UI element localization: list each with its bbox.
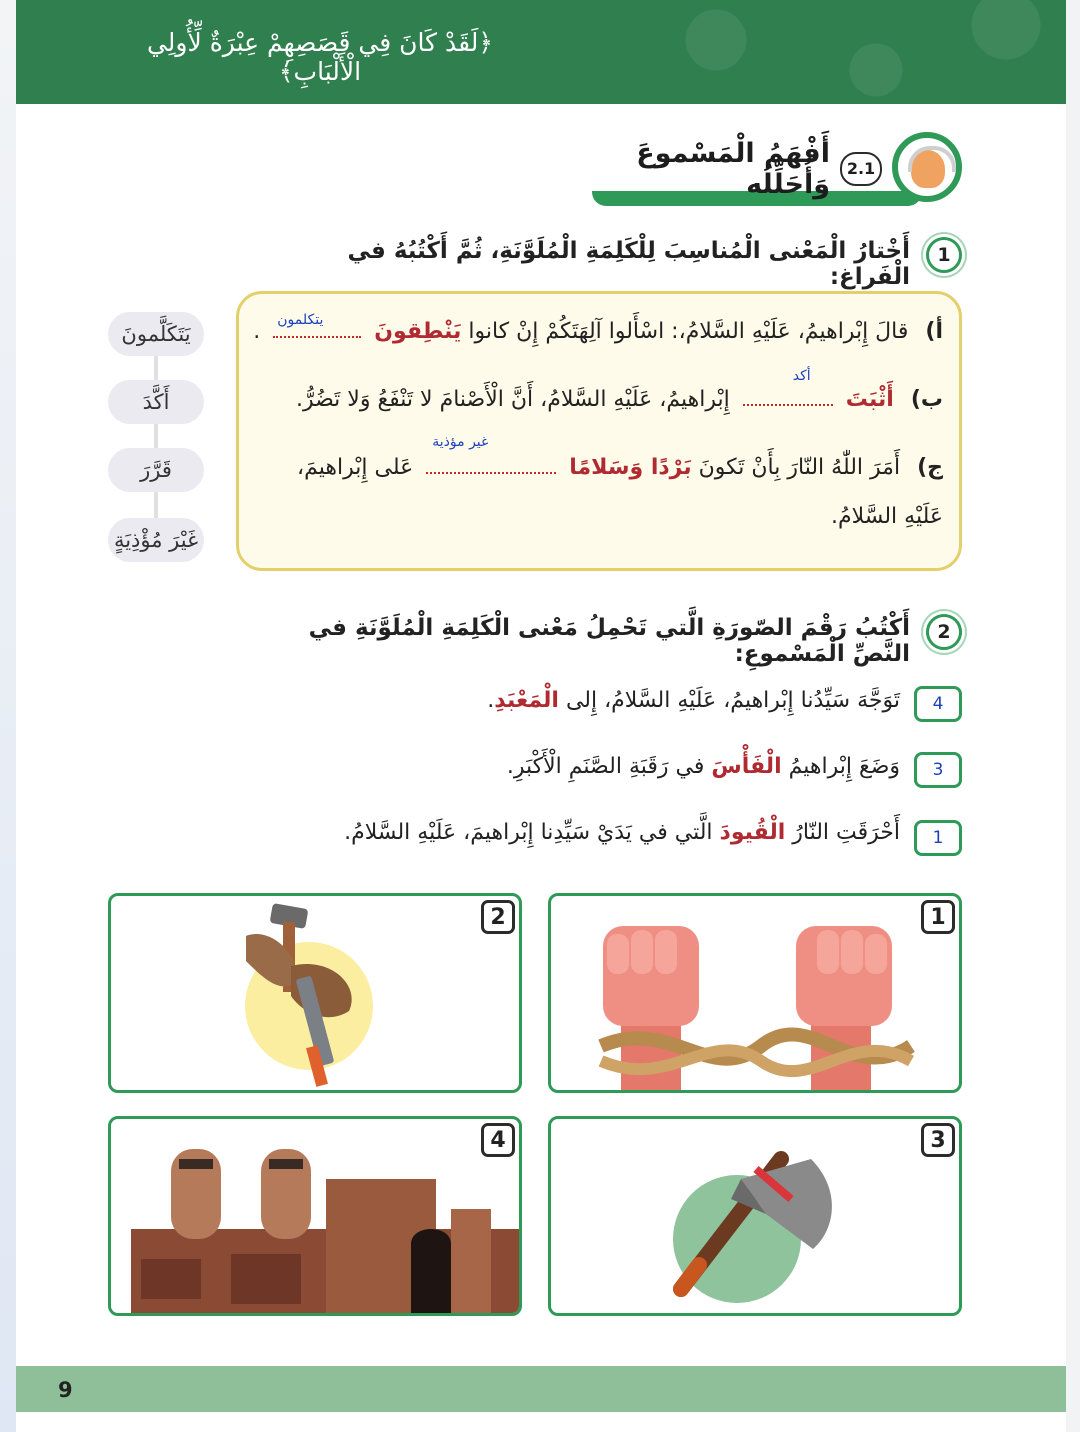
item-text: عَلى إِبْراهيمَ، — [297, 455, 414, 480]
statement-text: تَوَجَّهَ سَيِّدُنا إِبْراهيمُ، عَلَيْهِ السَّلامُ، إِلى — [565, 688, 900, 713]
page-edge — [1066, 0, 1080, 1432]
exercise-item-b — [295, 368, 943, 412]
colored-word: الْقُيودَ — [719, 820, 786, 845]
word-bank-option[interactable]: قَرَّرَ — [108, 448, 204, 492]
footer-band — [16, 1366, 1066, 1412]
temple-idols-icon — [111, 1119, 522, 1316]
item-text: أَمَرَ اللّٰهُ النّارَ بِأَنْ تَكونَ — [698, 455, 901, 480]
colored-word: الْفَأْسَ — [711, 754, 782, 779]
exercise-item-c-continuation: عَلَيْهِ السَّلامُ. — [830, 504, 943, 529]
question-instruction: أَكْتُبُ رَقْمَ الصّورَةِ الَّتي تَحْمِلُ مَعْنى الْكَلِمَةِ الْمُلَوَّنَةِ في النَّصِّ الْمَسْموعِ: — [308, 615, 910, 667]
answer-blank[interactable] — [426, 434, 556, 474]
item-letter: أ) — [925, 319, 943, 344]
picture-card[interactable] — [108, 893, 522, 1093]
statement-text: في رَقَبَةِ الصَّنَمِ الْأَكْبَرِ. — [506, 754, 705, 779]
answer-blank[interactable] — [743, 368, 833, 406]
listening-head-icon — [892, 132, 962, 202]
colored-word: الْمَعْبَدِ — [494, 688, 559, 713]
statement-text: الَّتي في يَدَيْ سَيِّدِنا إِبْراهيمَ، عَلَيْهِ السَّلامُ. — [344, 820, 713, 845]
colored-word: يَنْطِقونَ — [374, 319, 462, 344]
statement-line — [344, 820, 900, 845]
item-text: إِبْراهيمُ، عَلَيْهِ السَّلامُ، أَنَّ الْأَصْنامَ لا تَنْفَعُ وَلا تَضُرُّ. — [295, 387, 730, 412]
picture-number: 1 — [921, 900, 955, 934]
question-number: 1 — [926, 237, 962, 273]
picture-number: 3 — [921, 1123, 955, 1157]
exercise-box — [236, 291, 962, 571]
answer-number-box[interactable]: 3 — [914, 752, 962, 788]
colored-word: أَثْبَتَ — [845, 387, 894, 412]
answer-number-box[interactable]: 1 — [914, 820, 962, 856]
exercise-item-a — [253, 314, 943, 344]
word-bank-option[interactable]: غَيْرَ مُؤْذِيَةٍ — [108, 518, 204, 562]
statement-line — [507, 754, 900, 779]
picture-card[interactable] — [548, 1116, 962, 1316]
section-title — [580, 138, 882, 200]
picture-card[interactable] — [548, 893, 962, 1093]
handwritten-answer: أكد — [792, 368, 811, 384]
answer-number-box[interactable]: 4 — [914, 686, 962, 722]
word-bank-option[interactable]: يَتَكَلَّمونَ — [108, 312, 204, 356]
item-letter: ب) — [910, 387, 943, 412]
question-instruction: أَخْتارُ الْمَعْنى الْمُناسِبَ لِلْكَلِمَةِ الْمُلَوَّنَةِ، ثُمَّ أَكْتُبُهُ في الْفَراغ: — [347, 238, 910, 290]
picture-number: 4 — [481, 1123, 515, 1157]
hammer-chisel-icon — [111, 896, 522, 1093]
picture-card[interactable] — [108, 1116, 522, 1316]
item-letter: ج) — [917, 455, 943, 480]
word-bank-connector — [154, 330, 158, 530]
section-title-text: أَفْهَمُ الْمَسْموعَ وَأُحَلِّلُه — [636, 138, 830, 200]
handwritten-answer: يتكلمون — [277, 312, 324, 328]
statement-text: وَضَعَ إِبْراهيمُ — [788, 754, 900, 779]
footer-strip — [16, 1412, 1066, 1432]
section-number: 2.1 — [840, 152, 882, 186]
handwritten-answer: غير مؤذية — [432, 434, 489, 450]
word-bank-option[interactable]: أَكَّدَ — [108, 380, 204, 424]
statement-text: . — [487, 688, 495, 713]
question-number: 2 — [926, 614, 962, 650]
page-number: 9 — [58, 1378, 73, 1402]
statement-line — [487, 688, 900, 713]
picture-number: 2 — [481, 900, 515, 934]
item-text: . — [253, 319, 261, 344]
axe-icon — [551, 1119, 962, 1316]
page-edge — [0, 0, 16, 1432]
tied-fists-icon — [551, 896, 962, 1093]
item-text: قالَ إِبْراهيمُ، عَلَيْهِ السَّلامُ،: اسْأَلوا آلِهَتَكُمْ إِنْ كانوا — [468, 319, 909, 344]
exercise-item-c — [297, 434, 943, 480]
colored-word: بَرْدًا وَسَلامًا — [569, 455, 692, 480]
header-verse: ﴿لَقَدْ كَانَ فِي قَصَصِهِمْ عِبْرَةٌ لِّأُولِي الْأَلْبَابِ﴾ — [146, 28, 494, 86]
answer-blank[interactable] — [273, 314, 361, 338]
statement-text: أَحْرَقَتِ النّارُ — [792, 820, 900, 845]
